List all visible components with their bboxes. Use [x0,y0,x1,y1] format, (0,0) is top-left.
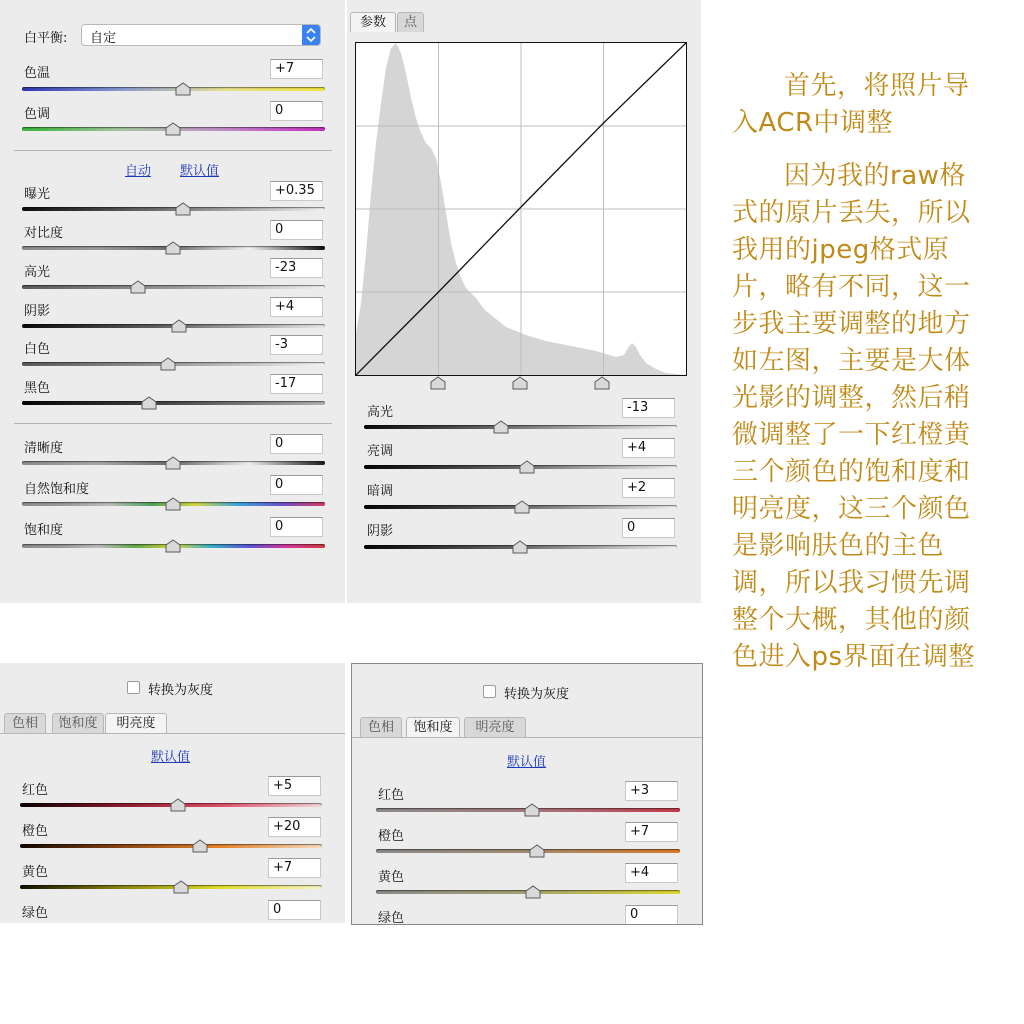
curve-split-handle-left[interactable] [430,376,446,390]
contrast-input[interactable]: 0 [270,220,323,240]
annotation-paragraph-2: 因为我的raw格式的原片丢失，所以我用的jpeg格式原片，略有不同，这一步我主要调整的地方如左图，主要是大体光影的调整，然后稍微调整了一下红橙黄三个颜色的饱和度和明亮度，这三个颜色是影响肤色的主色调，所以我习惯先调整个大概，其他的颜色进入ps界面在调整 [732,161,976,672]
tab-point[interactable]: 点 [397,12,424,32]
contrast-slider-thumb[interactable] [165,241,181,255]
curve-highlights-slider-thumb[interactable] [493,420,509,434]
yellow-slider-track[interactable] [20,885,322,889]
yellow-label: 黄色 [378,870,405,885]
shadows-input[interactable]: +4 [270,297,323,317]
orange-slider-thumb[interactable] [529,844,545,858]
hsl-tab-strip [352,717,702,738]
white-balance-value: 自定 [90,31,117,46]
default-link[interactable]: 默认值 [180,164,220,179]
yellow-input[interactable]: +7 [268,858,321,878]
tab-saturation[interactable]: 饱和度 [406,717,460,737]
select-stepper-icon [302,25,320,45]
orange-slider-thumb[interactable] [192,839,208,853]
default-link[interactable]: 默认值 [507,755,547,770]
exposure-label: 曝光 [24,187,51,202]
highlights-label: 高光 [24,265,51,280]
vibrance-input[interactable]: 0 [270,475,323,495]
hsl-tab-strip [0,713,345,734]
saturation-label: 饱和度 [24,523,64,538]
red-slider-thumb[interactable] [524,803,540,817]
annotation-paragraph-1: 首先，将照片导入ACR中调整 [732,71,970,138]
blacks-label: 黑色 [24,381,51,396]
curve-highlights-input[interactable]: -13 [622,398,675,418]
white-balance-select[interactable] [81,24,321,46]
orange-slider-track[interactable] [376,849,680,853]
temperature-slider-thumb[interactable] [175,82,191,96]
green-input[interactable]: 0 [625,905,678,925]
orange-input[interactable]: +7 [625,822,678,842]
whites-label: 白色 [24,342,51,357]
tint-input[interactable]: 0 [270,101,323,121]
temperature-slider-track[interactable] [22,87,325,91]
tab-saturation[interactable]: 饱和度 [52,713,104,733]
red-label: 红色 [378,788,405,803]
curve-graph[interactable] [355,42,687,376]
red-label: 红色 [22,783,49,798]
highlights-slider-track[interactable] [22,285,325,289]
blacks-slider-track[interactable] [22,401,325,405]
curve-darks-label: 暗调 [367,484,394,499]
highlights-slider-thumb[interactable] [130,280,146,294]
grayscale-checkbox[interactable] [127,681,140,694]
yellow-slider-thumb[interactable] [173,880,189,894]
green-label: 绿色 [22,906,49,921]
hsl-saturation-panel [351,663,703,925]
curve-split-handle-right[interactable] [594,376,610,390]
auto-link[interactable]: 自动 [125,164,152,179]
yellow-slider-thumb[interactable] [525,885,541,899]
orange-label: 橙色 [22,824,49,839]
tab-luminance[interactable]: 明亮度 [464,717,526,737]
curve-lights-slider-thumb[interactable] [519,460,535,474]
green-label: 绿色 [378,911,405,925]
saturation-input[interactable]: 0 [270,517,323,537]
clarity-slider-thumb[interactable] [165,456,181,470]
red-input[interactable]: +3 [625,781,678,801]
red-slider-thumb[interactable] [170,798,186,812]
temperature-label: 色温 [24,66,51,81]
orange-label: 橙色 [378,829,405,844]
blacks-input[interactable]: -17 [270,374,323,394]
divider [14,423,332,424]
curve-shadows-slider-thumb[interactable] [512,540,528,554]
grayscale-checkbox[interactable] [483,685,496,698]
grayscale-label: 转换为灰度 [148,683,214,698]
curve-darks-slider-thumb[interactable] [514,500,530,514]
vibrance-label: 自然饱和度 [24,482,90,497]
tab-luminance[interactable]: 明亮度 [105,713,167,733]
tab-hue[interactable]: 色相 [4,713,46,733]
red-input[interactable]: +5 [268,776,321,796]
white-balance-label: 白平衡: [24,31,68,46]
tab-hue[interactable]: 色相 [360,717,402,737]
tint-slider-thumb[interactable] [165,122,181,136]
basic-panel [0,0,345,603]
yellow-input[interactable]: +4 [625,863,678,883]
curve-lights-label: 亮调 [367,444,394,459]
exposure-slider-track[interactable] [22,207,325,211]
shadows-slider-thumb[interactable] [171,319,187,333]
exposure-input[interactable]: +0.35 [270,181,323,201]
highlights-input[interactable]: -23 [270,258,323,278]
tab-parametric[interactable]: 参数 [350,12,396,32]
clarity-input[interactable]: 0 [270,434,323,454]
curve-darks-input[interactable]: +2 [622,478,675,498]
orange-slider-track[interactable] [20,844,322,848]
hsl-luminance-panel [0,663,345,923]
grayscale-label: 转换为灰度 [504,687,570,702]
temperature-input[interactable]: +7 [270,59,323,79]
divider [14,150,332,151]
curve-shadows-input[interactable]: 0 [622,518,675,538]
tint-label: 色调 [24,107,51,122]
curve-split-handle-middle[interactable] [512,376,528,390]
curve-highlights-slider-track[interactable] [364,425,677,429]
saturation-slider-thumb[interactable] [165,539,181,553]
whites-slider-thumb[interactable] [160,357,176,371]
curve-lights-input[interactable]: +4 [622,438,675,458]
contrast-label: 对比度 [24,226,64,241]
yellow-label: 黄色 [22,865,49,880]
orange-input[interactable]: +20 [268,817,321,837]
default-link[interactable]: 默认值 [151,750,191,765]
green-input[interactable]: 0 [268,900,321,920]
curve-highlights-label: 高光 [367,405,394,420]
annotation-text [732,68,982,692]
clarity-label: 清晰度 [24,441,64,456]
whites-input[interactable]: -3 [270,335,323,355]
shadows-label: 阴影 [24,304,51,319]
tone-curve-panel [347,0,701,603]
exposure-slider-thumb[interactable] [175,202,191,216]
curve-tab-strip [347,12,701,32]
curve-shadows-label: 阴影 [367,524,394,539]
vibrance-slider-thumb[interactable] [165,497,181,511]
blacks-slider-thumb[interactable] [141,396,157,410]
